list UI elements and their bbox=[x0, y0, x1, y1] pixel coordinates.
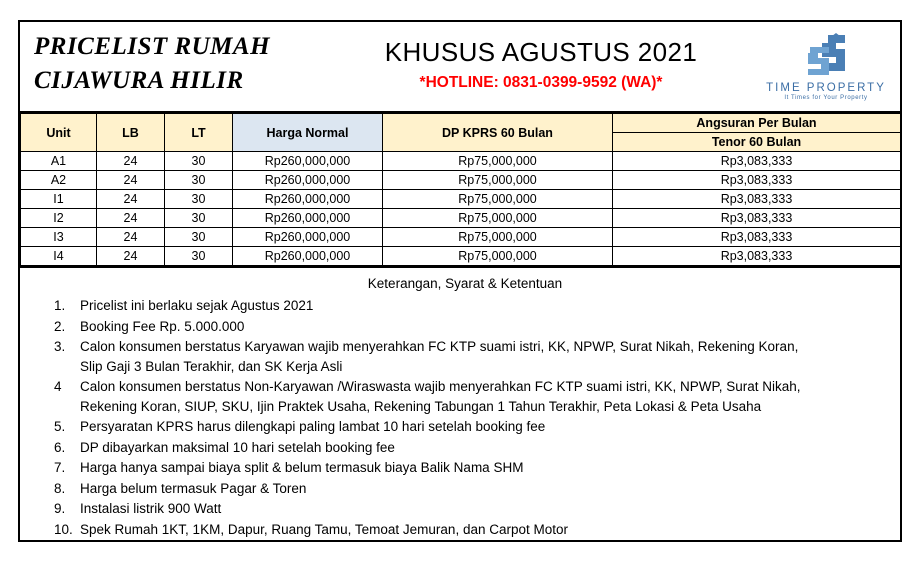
cell-harga: Rp260,000,000 bbox=[233, 247, 383, 266]
list-item-number: 5. bbox=[54, 419, 66, 434]
cell-dp: Rp75,000,000 bbox=[383, 228, 613, 247]
pricelist-sheet bbox=[18, 20, 902, 542]
table-row bbox=[21, 190, 901, 209]
cell-harga: Rp260,000,000 bbox=[233, 209, 383, 228]
pricelist-table bbox=[20, 113, 901, 266]
list-item-number: 1. bbox=[54, 298, 66, 313]
list-item bbox=[20, 458, 900, 478]
list-item-number: 10. bbox=[54, 521, 73, 537]
col-header-angsuran: Angsuran Per Bulan bbox=[613, 114, 901, 133]
table-row bbox=[21, 247, 901, 266]
col-header-tenor: Tenor 60 Bulan bbox=[613, 133, 901, 152]
list-item-line-2: Slip Gaji 3 Bulan Terakhir, dan SK Kerja Asli bbox=[80, 358, 343, 374]
cell-lt: 30 bbox=[165, 152, 233, 171]
table-row bbox=[21, 171, 901, 190]
cell-dp: Rp75,000,000 bbox=[383, 190, 613, 209]
col-header-harga-normal: Harga Normal bbox=[233, 114, 383, 152]
list-item-text: Instalasi listrik 900 Watt bbox=[80, 501, 222, 516]
list-item bbox=[20, 438, 900, 458]
logo-tagline: It Times for Your Property bbox=[784, 94, 868, 101]
cell-harga: Rp260,000,000 bbox=[233, 228, 383, 247]
list-item-line-2: Rekening Koran, SIUP, SKU, Ijin Praktek Usaha, Rekening Tabungan 1 Tahun Terakhir, Peta Lokasi & Peta Usaha bbox=[80, 398, 762, 414]
cell-unit: A1 bbox=[21, 152, 97, 171]
promo-block bbox=[330, 22, 752, 111]
cell-lt: 30 bbox=[165, 209, 233, 228]
table-row bbox=[21, 152, 901, 171]
cell-lb: 24 bbox=[97, 228, 165, 247]
cell-lb: 24 bbox=[97, 247, 165, 266]
table-row bbox=[21, 228, 901, 247]
page-title-line-1: PRICELIST RUMAH bbox=[34, 33, 271, 60]
cell-lb: 24 bbox=[97, 171, 165, 190]
page-title-line-2: CIJAWURA HILIR bbox=[34, 67, 244, 94]
list-item-number: 9. bbox=[54, 501, 66, 516]
list-item-number: 2. bbox=[54, 318, 66, 334]
list-item-line-1: Calon konsumen berstatus Karyawan wajib menyerahkan FC KTP suami istri, KK, NPWP, Surat Nikah, Rekening Koran, bbox=[80, 339, 799, 354]
col-header-lb: LB bbox=[97, 114, 165, 152]
cell-dp: Rp75,000,000 bbox=[383, 171, 613, 190]
title-block bbox=[20, 22, 330, 111]
cell-angsuran: Rp3,083,333 bbox=[613, 152, 901, 171]
promo-title: KHUSUS AGUSTUS 2021 bbox=[384, 37, 698, 67]
list-item bbox=[20, 479, 900, 499]
cell-lb: 24 bbox=[97, 209, 165, 228]
cell-unit: I4 bbox=[21, 247, 97, 266]
table-body bbox=[21, 152, 901, 266]
col-header-lt: LT bbox=[165, 114, 233, 152]
list-item bbox=[20, 520, 900, 540]
cell-lt: 30 bbox=[165, 247, 233, 266]
list-item-line-1: Calon konsumen berstatus Non-Karyawan /Wiraswasta wajib menyerahkan FC KTP suami istri, KK, NPWP, Surat Nikah, bbox=[80, 379, 801, 394]
cell-lb: 24 bbox=[97, 190, 165, 209]
logo-wordmark: TIME PROPERTY bbox=[766, 81, 886, 94]
col-header-unit: Unit bbox=[21, 114, 97, 152]
list-item-text bbox=[80, 377, 900, 416]
list-item-number: 7. bbox=[54, 460, 66, 475]
list-item-number: 6. bbox=[54, 439, 66, 455]
list-item-text: Harga hanya sampai biaya split & belum termasuk biaya Balik Nama SHM bbox=[80, 460, 524, 475]
hotline-text: *HOTLINE: 0831-0399-9592 (WA)* bbox=[419, 74, 663, 91]
list-item-number: 4 bbox=[54, 379, 62, 394]
cell-angsuran: Rp3,083,333 bbox=[613, 190, 901, 209]
list-item-text: DP dibayarkan maksimal 10 hari setelah booking fee bbox=[80, 439, 395, 455]
cell-unit: A2 bbox=[21, 171, 97, 190]
list-item-text: Persyaratan KPRS harus dilengkapi paling lambat 10 hari setelah booking fee bbox=[80, 419, 546, 434]
cell-dp: Rp75,000,000 bbox=[383, 152, 613, 171]
cell-harga: Rp260,000,000 bbox=[233, 152, 383, 171]
cell-angsuran: Rp3,083,333 bbox=[613, 209, 901, 228]
cell-harga: Rp260,000,000 bbox=[233, 171, 383, 190]
cell-unit: I1 bbox=[21, 190, 97, 209]
table-row bbox=[21, 209, 901, 228]
company-logo bbox=[752, 22, 900, 111]
list-item-text: Pricelist ini berlaku sejak Agustus 2021 bbox=[80, 298, 314, 313]
cell-angsuran: Rp3,083,333 bbox=[613, 228, 901, 247]
cell-unit: I2 bbox=[21, 209, 97, 228]
list-item bbox=[20, 317, 900, 337]
cell-lt: 30 bbox=[165, 190, 233, 209]
terms-section bbox=[20, 266, 900, 540]
cell-harga: Rp260,000,000 bbox=[233, 190, 383, 209]
list-item-number: 3. bbox=[54, 339, 66, 354]
list-item-number: 8. bbox=[54, 480, 66, 496]
list-item bbox=[20, 499, 900, 519]
table-head bbox=[21, 114, 901, 152]
cell-lt: 30 bbox=[165, 171, 233, 190]
list-item bbox=[20, 296, 900, 316]
cell-unit: I3 bbox=[21, 228, 97, 247]
list-item bbox=[20, 377, 900, 416]
list-item-text: Spek Rumah 1KT, 1KM, Dapur, Ruang Tamu, Temoat Jemuran, dan Carpot Motor bbox=[80, 521, 568, 537]
cell-lt: 30 bbox=[165, 228, 233, 247]
list-item bbox=[20, 337, 900, 376]
table-header-row-1 bbox=[21, 114, 901, 133]
list-item-text: Harga belum termasuk Pagar & Toren bbox=[80, 480, 307, 496]
list-item bbox=[20, 417, 900, 437]
cell-angsuran: Rp3,083,333 bbox=[613, 247, 901, 266]
document-header bbox=[20, 22, 900, 113]
cell-dp: Rp75,000,000 bbox=[383, 209, 613, 228]
cell-lb: 24 bbox=[97, 152, 165, 171]
cell-angsuran: Rp3,083,333 bbox=[613, 171, 901, 190]
time-property-logo-icon bbox=[798, 33, 854, 79]
list-item-text: Booking Fee Rp. 5.000.000 bbox=[80, 318, 245, 334]
terms-title: Keterangan, Syarat & Ketentuan bbox=[367, 276, 563, 291]
list-item-text bbox=[80, 337, 900, 376]
col-header-dp: DP KPRS 60 Bulan bbox=[383, 114, 613, 152]
cell-dp: Rp75,000,000 bbox=[383, 247, 613, 266]
